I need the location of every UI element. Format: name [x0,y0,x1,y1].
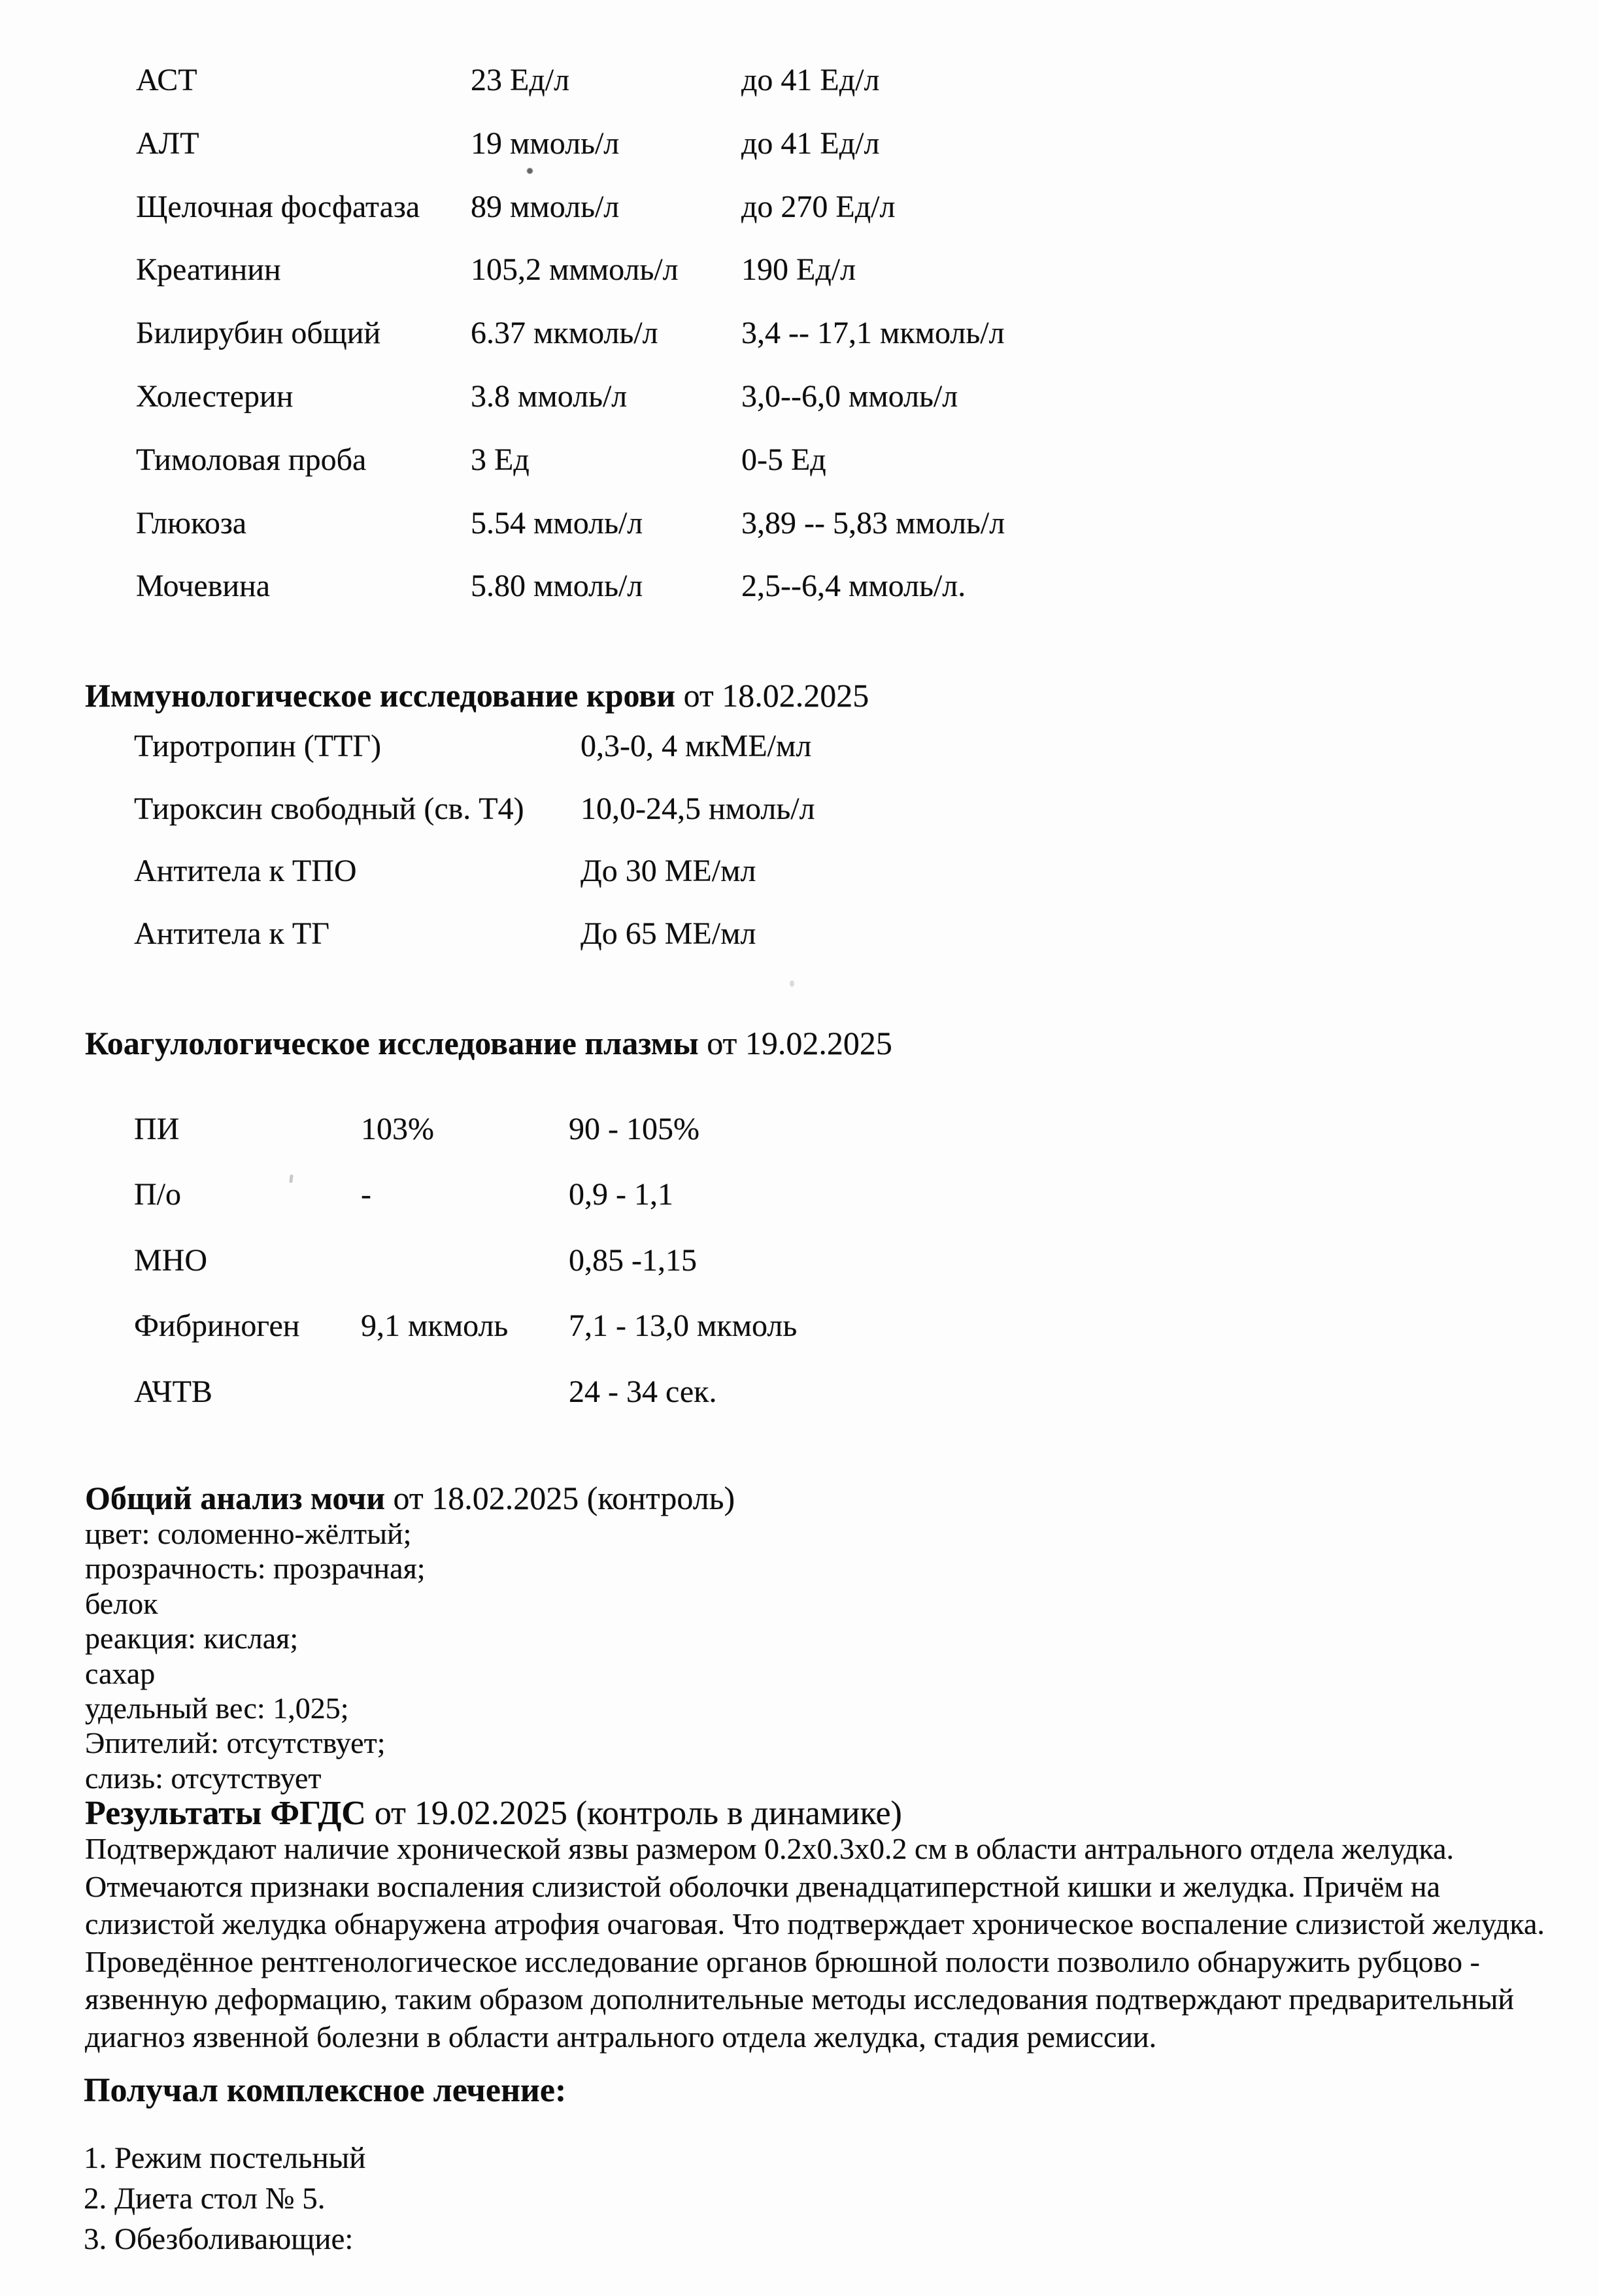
section-title-date: от 19.02.2025 [698,1025,892,1061]
analyte-name: АЧТВ [134,1374,212,1409]
reference-range: 2,5--6,4 ммоль/л. [741,569,966,604]
analyte-value: 3.8 ммоль/л [471,378,628,414]
treatment-item: 3. Обезболивающие: [84,2221,354,2256]
coagulation-section-title [85,1026,892,1061]
reference-range: 90 - 105% [569,1112,699,1146]
reference-range: 0-5 Ед [741,442,826,477]
analyte-value: 105,2 мммоль/л [471,252,679,288]
analyte-name: АСТ [136,63,197,97]
fgds-section-title [85,1796,1556,1830]
reference-range: до 41 Ед/л [741,125,880,161]
analyte-value: 9,1 мкмоль [361,1308,509,1344]
fgds-body-line: Подтверждают наличие хронической язвы размером 0.2х0.3х0.2 см в области антрального отдела желудка. [85,1832,1455,1865]
immunology-table [134,730,815,980]
scan-artifact-speck [790,980,794,987]
reference-range: 3,4 -- 17,1 мкмоль/л [741,316,1005,351]
table-row [134,1178,797,1244]
urinalysis-section-title [85,1481,735,1516]
reference-range: до 41 Ед/л [741,63,880,97]
section-title-text: Общий анализ мочи [85,1480,386,1516]
section-title-text: Результаты ФГДС [85,1795,366,1832]
analyte-name: МНО [134,1242,208,1278]
table-row [136,254,1005,317]
analyte-name: Мочевина [136,569,271,604]
analyte-name: Тиротропин (ТТГ) [134,729,382,763]
analyte-name: Тимоловая проба [136,442,367,477]
analyte-value: 5.80 ммоль/л [471,569,643,604]
analyte-name: Тироксин свободный (св. Т4) [134,791,524,826]
urinalysis-line: прозрачность: прозрачная; [85,1552,426,1586]
table-row [136,317,1005,380]
analyte-name: Антитела к ТГ [134,916,329,952]
fgds-section [85,1796,1556,2056]
urinalysis-line: сахар [85,1656,156,1690]
table-row [134,855,815,918]
table-row [134,1113,797,1178]
table-row [134,918,815,980]
section-title-date: от 19.02.2025 (контроль в динамике) [365,1795,902,1832]
urinalysis-line: цвет: соломенно-жёлтый; [85,1517,412,1550]
immunology-section-title [85,678,869,713]
fgds-body-line: Отмечаются признаки воспаления слизистой оболочки двенадцатиперстной кишки и желудка. Причём на [85,1869,1440,1903]
table-row [136,444,1005,507]
section-title-date: от 18.02.2025 [675,677,869,714]
urinalysis-line: удельный вес: 1,025; [85,1691,349,1725]
analyte-value: 89 ммоль/л [471,189,620,224]
table-row [136,380,1005,444]
reference-range: 0,85 -1,15 [569,1242,697,1278]
table-row [134,1310,797,1375]
analyte-name: Креатинин [136,252,281,288]
table-row [136,127,1005,191]
table-row [134,730,815,793]
fgds-body-line: диагноз язвенной болезни в области антрального отдела желудка, стадия ремиссии. [85,2020,1157,2054]
reference-range: До 30 МЕ/мл [581,854,756,889]
section-title-text: Иммунологическое исследование крови [85,677,676,714]
analyte-name: АЛТ [136,125,199,161]
analyte-value: 19 ммоль/л [471,125,620,161]
table-row [136,191,1005,254]
analyte-name: Билирубин общий [136,316,381,351]
reference-range: До 65 МЕ/мл [581,916,756,952]
table-row [134,793,815,856]
reference-range: 24 - 34 сек. [569,1374,717,1409]
reference-range: 10,0-24,5 нмоль/л [581,791,815,826]
table-row [136,64,1005,127]
reference-range: до 270 Ед/л [741,189,896,224]
reference-range: 7,1 - 13,0 мкмоль [569,1308,798,1344]
analyte-name: Глюкоза [136,505,247,541]
analyte-name: ПИ [134,1112,180,1146]
urinalysis-line: слизь: отсутствует [85,1761,322,1795]
analyte-value: 103% [361,1112,434,1146]
analyte-value: - [361,1177,371,1212]
urinalysis-line: реакция: кислая; [85,1622,299,1655]
analyte-name: Щелочная фосфатаза [136,189,420,224]
analyte-name: П/о [134,1177,181,1212]
urinalysis-line: Эпителий: отсутствует; [85,1726,386,1760]
section-title-text: Коагулологическое исследование плазмы [85,1025,699,1061]
analyte-value: 3 Ед [471,442,530,477]
table-row [136,507,1005,571]
reference-range: 0,9 - 1,1 [569,1177,673,1212]
reference-range: 190 Ед/л [741,252,856,288]
analyte-name: Фибриноген [134,1308,300,1344]
treatment-item: 2. Диета стол № 5. [84,2181,326,2216]
reference-range: 3,0--6,0 ммоль/л [741,378,958,414]
table-row [134,1244,797,1310]
analyte-name: Холестерин [136,378,294,414]
reference-range: 0,3-0, 4 мкМЕ/мл [581,729,812,763]
section-title-date: от 18.02.2025 (контроль) [385,1480,735,1516]
reference-range: 3,89 -- 5,83 ммоль/л [741,505,1005,541]
urinalysis-section [85,1481,735,1795]
table-row [136,570,1005,633]
biochemistry-results-table [136,64,1005,633]
treatment-section-title: Получал комплексное лечение: [84,2072,567,2109]
treatment-list [84,2138,566,2259]
table-row [134,1376,797,1441]
fgds-body-line: Проведённое рентгенологическое исследование органов брюшной полости позволило обнаружить рубцово - [85,1944,1480,1978]
fgds-body-line: слизистой желудка обнаружена атрофия очаговая. Что подтверждает хроническое воспаление слизистой желудка. [85,1907,1545,1941]
treatment-item: 1. Режим постельный [84,2140,366,2175]
treatment-section [84,2073,566,2259]
analyte-value: 6.37 мкмоль/л [471,316,658,351]
coagulation-table [134,1113,797,1441]
analyte-value: 5.54 ммоль/л [471,505,643,541]
analyte-name: Антитела к ТПО [134,854,357,889]
analyte-value: 23 Ед/л [471,63,570,97]
urinalysis-line: белок [85,1586,158,1620]
fgds-body-line: язвенную деформацию, таким образом дополнительные методы исследования подтверждают предварительный [85,1982,1514,2016]
